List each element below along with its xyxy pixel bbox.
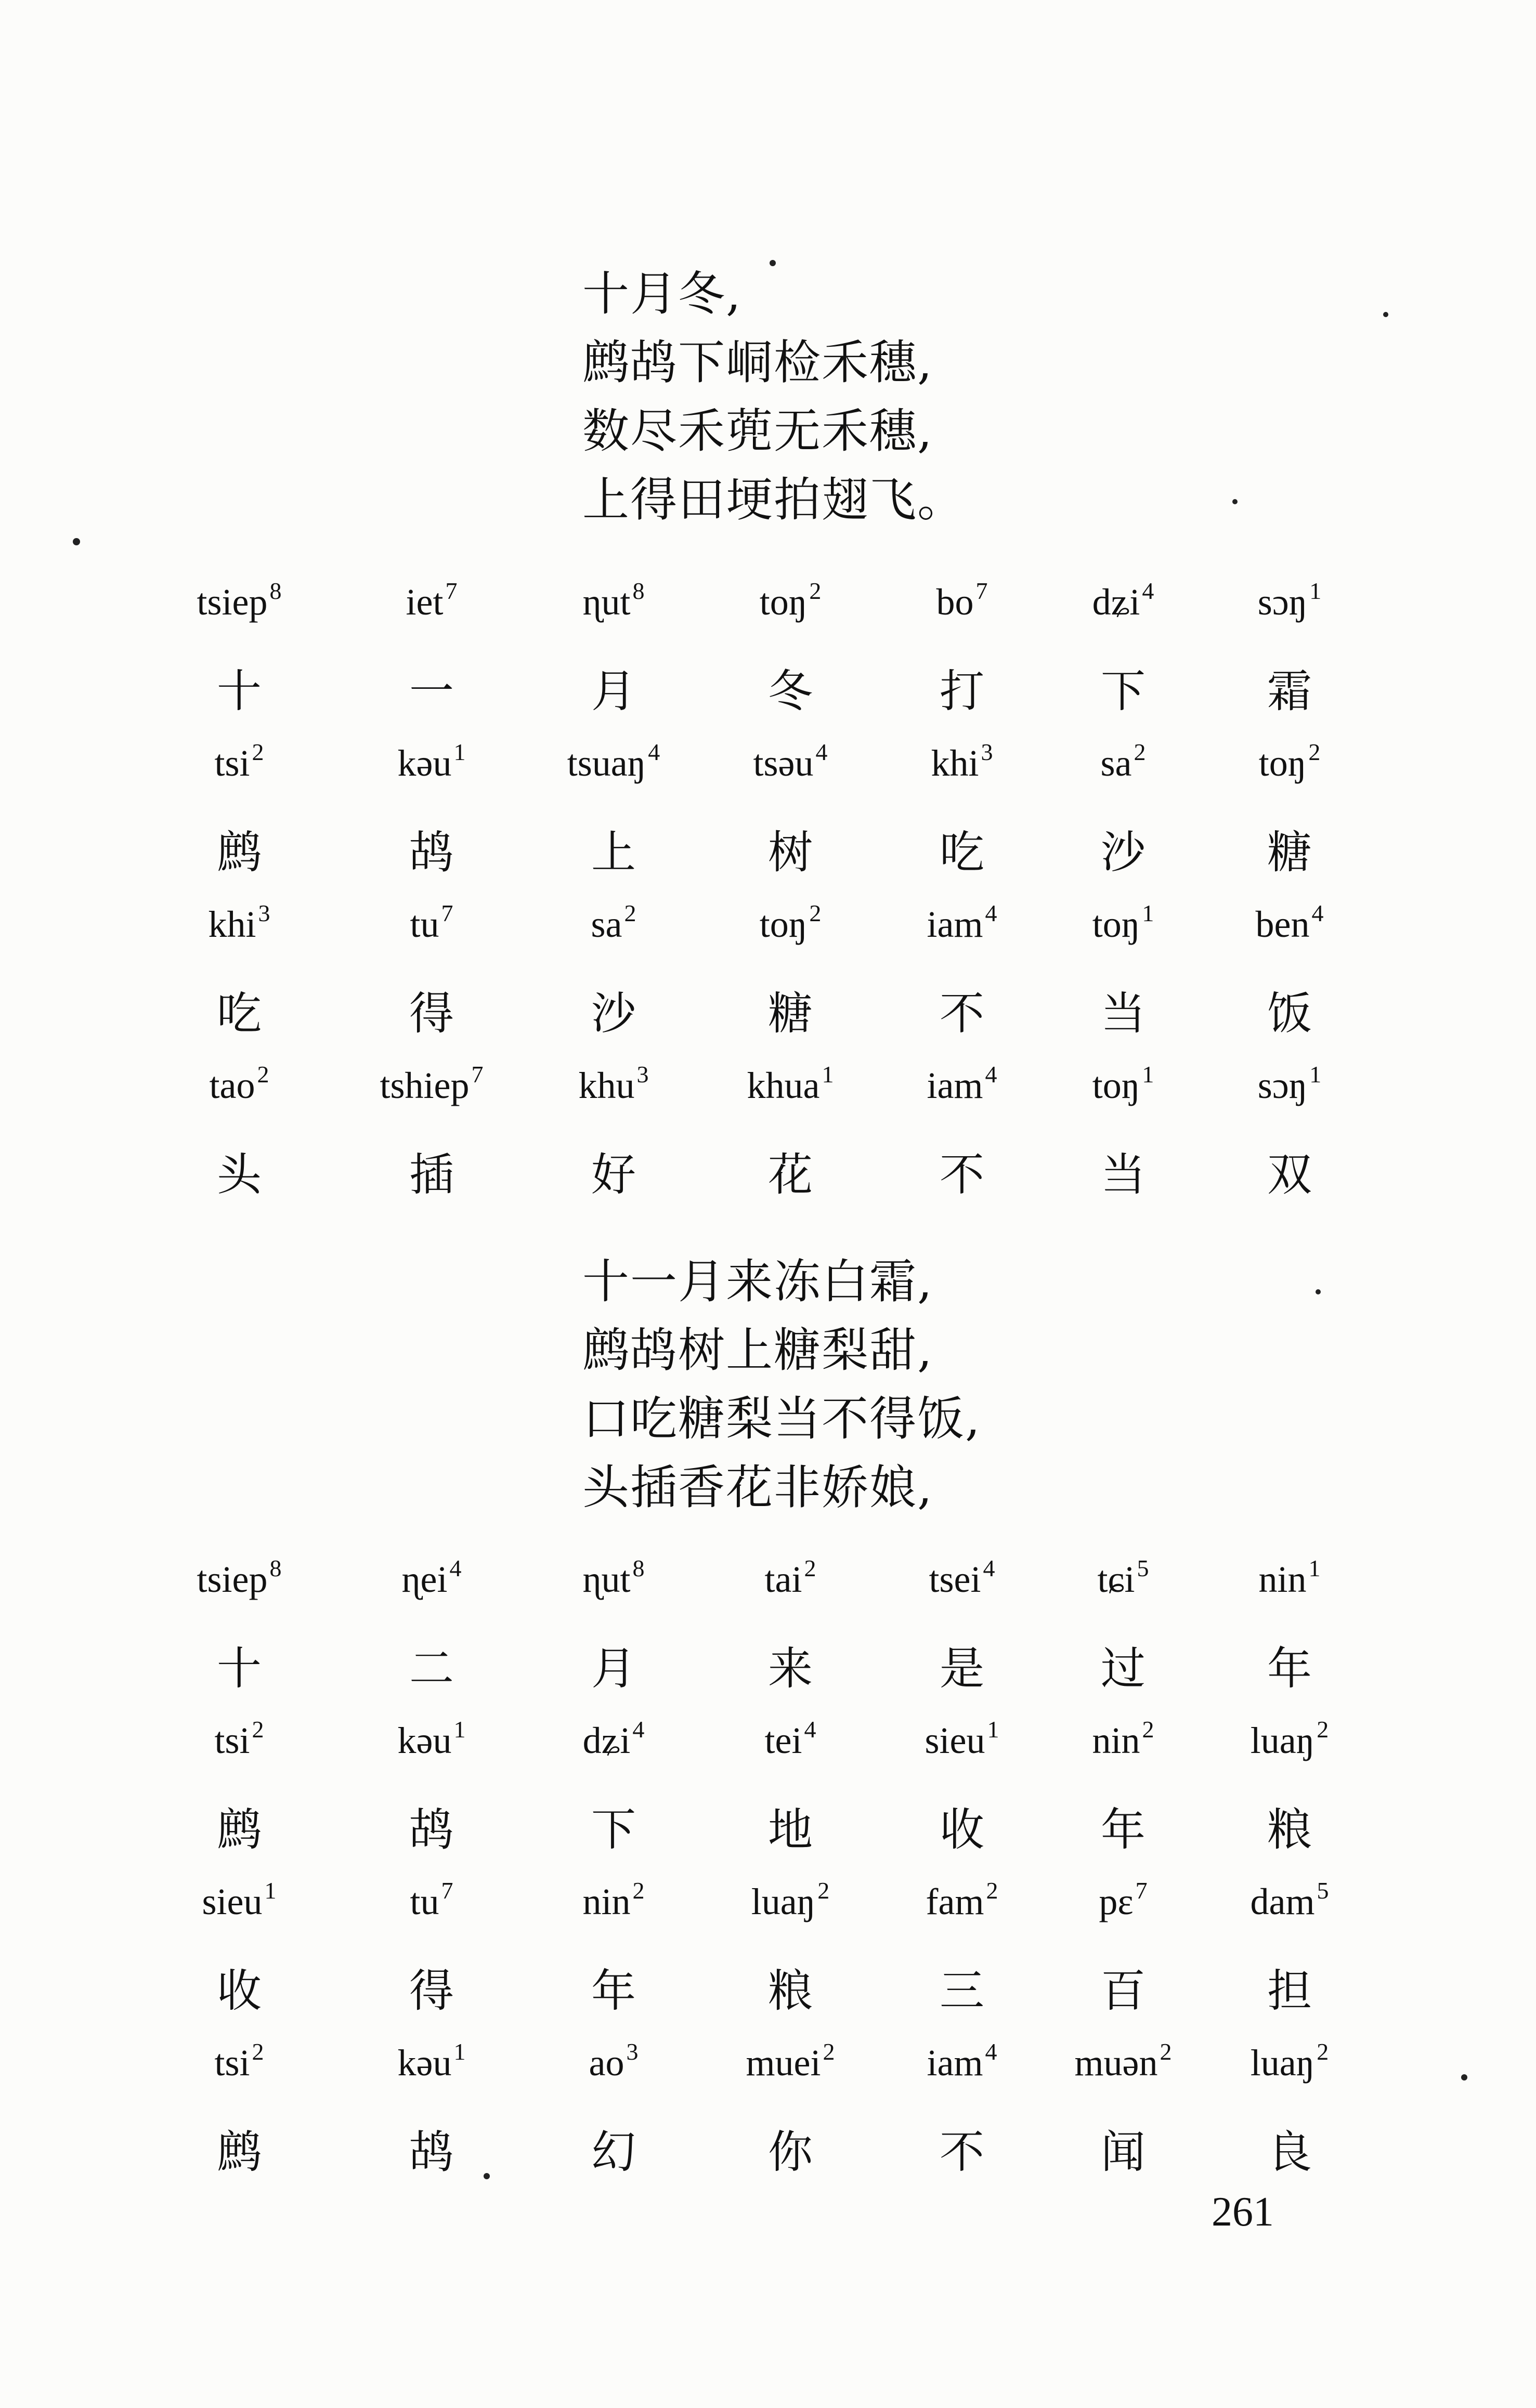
character: 双: [1267, 1149, 1312, 1201]
syllable: [214, 738, 264, 785]
syllable-text: sa: [591, 904, 622, 945]
syllable: [214, 1716, 264, 1762]
romanization-row: [0, 1554, 1536, 1632]
syllable-text: dʑi: [582, 1720, 631, 1761]
syllable-text: bo: [936, 581, 974, 623]
syllable: [214, 2038, 264, 2085]
tone-number: 1: [264, 1877, 277, 1904]
tone-number: 3: [258, 900, 270, 926]
syllable: [1256, 899, 1324, 946]
scan-speck: [1232, 499, 1238, 504]
interlinear-gloss-1: [0, 577, 1536, 1222]
character: 沙: [1101, 827, 1146, 879]
syllable-text: toŋ: [1092, 904, 1140, 945]
syllable-text: tsi: [214, 2042, 250, 2084]
syllable-text: sa: [1100, 742, 1132, 784]
syllable: [765, 1716, 816, 1762]
scan-speck: [73, 538, 80, 545]
character: 地: [768, 1804, 813, 1856]
syllable-text: ao: [589, 2042, 624, 2084]
character: 打: [940, 665, 984, 717]
syllable: [927, 899, 997, 946]
syllable: [398, 738, 466, 785]
character: 鹧: [217, 1804, 262, 1856]
tone-number: 1: [1309, 1061, 1322, 1088]
character: 是: [940, 1643, 984, 1695]
tone-number: 4: [1142, 578, 1154, 604]
tone-number: 2: [1142, 1716, 1154, 1743]
syllable-text: kəu: [397, 1720, 452, 1761]
tone-number: 1: [453, 2038, 466, 2065]
syllable-text: ɳut: [582, 1559, 631, 1600]
character: 下: [1101, 665, 1146, 717]
verse-line: 十一月来冻白霜,: [582, 1254, 933, 1309]
syllable: [931, 738, 993, 785]
syllable-text: tsiep: [197, 581, 268, 623]
syllable: [1092, 1061, 1154, 1107]
syllable-text: tu: [410, 904, 439, 945]
tone-number: 2: [1308, 739, 1321, 765]
verse-line: 数尽禾蔸无禾穗,: [582, 404, 933, 459]
syllable: [747, 1061, 834, 1107]
syllable: [197, 577, 282, 624]
character: 得: [409, 988, 454, 1040]
syllable-text: fam: [926, 1881, 984, 1922]
syllable-text: tsi: [214, 1720, 250, 1761]
stanza-2: [582, 1248, 981, 1522]
tone-number: 8: [269, 578, 282, 604]
page-number: 261: [1212, 2189, 1274, 2235]
syllable-text: khu: [578, 1065, 635, 1106]
syllable: [1258, 1554, 1320, 1601]
syllable-text: kəu: [397, 742, 452, 784]
tone-number: 7: [445, 578, 458, 604]
tone-number: 2: [624, 900, 636, 926]
syllable: [1075, 2038, 1172, 2085]
syllable: [589, 2038, 639, 2085]
syllable: [927, 1061, 997, 1107]
syllable: [765, 1554, 816, 1601]
syllable: [1099, 1877, 1147, 1923]
syllable: [1098, 1554, 1149, 1601]
character: 得: [409, 1965, 454, 2017]
syllable: [927, 2038, 997, 2085]
tone-number: 1: [987, 1716, 999, 1743]
syllable: [925, 1716, 999, 1762]
syllable-text: tu: [410, 1881, 439, 1922]
romanization-row: [0, 2038, 1536, 2116]
tone-number: 2: [823, 2038, 835, 2065]
character: 收: [940, 1804, 984, 1856]
character: 当: [1101, 988, 1146, 1040]
syllable-text: kəu: [397, 2042, 452, 2084]
verse-line: 鹧鸪下峒检禾穗,: [582, 335, 933, 390]
syllable: [1251, 1716, 1329, 1762]
character: 鸪: [409, 1804, 454, 1856]
verse-line: 鹧鸪树上糖梨甜,: [582, 1323, 933, 1378]
syllable: [582, 577, 644, 624]
syllable-text: iam: [927, 2042, 983, 2084]
syllable-text: tai: [764, 1559, 802, 1600]
character: 一: [409, 665, 454, 717]
syllable-text: dam: [1250, 1881, 1315, 1922]
syllable: [1258, 1061, 1322, 1107]
character: 幻: [591, 2126, 636, 2178]
syllable-text: ɳei: [401, 1559, 448, 1600]
syllable: [583, 1716, 645, 1762]
tone-number: 7: [975, 578, 988, 604]
tone-number: 4: [815, 739, 828, 765]
syllable-text: tsiep: [197, 1559, 268, 1600]
tone-number: 2: [986, 1877, 998, 1904]
tone-number: 2: [1317, 2038, 1329, 2065]
stanza-1: [582, 260, 965, 534]
tone-number: 2: [252, 1716, 264, 1743]
syllable: [410, 899, 453, 946]
syllable: [398, 2038, 466, 2085]
romanization-row: [0, 1716, 1536, 1794]
tone-number: 3: [636, 1061, 649, 1088]
character: 头: [217, 1149, 262, 1201]
romanization-row: [0, 1877, 1536, 1955]
tone-number: 1: [1308, 1555, 1321, 1581]
syllable: [1092, 1716, 1154, 1762]
tone-number: 2: [817, 1877, 830, 1904]
character: 糖: [768, 988, 813, 1040]
character-row: [0, 1955, 1536, 2038]
syllable: [936, 577, 988, 624]
character: 上: [591, 827, 636, 879]
romanization-row: [0, 1061, 1536, 1138]
syllable-text: tshiep: [380, 1065, 470, 1106]
syllable-text: iam: [927, 1065, 983, 1106]
character: 担: [1267, 1965, 1312, 2017]
syllable: [760, 899, 822, 946]
syllable: [1259, 738, 1321, 785]
character: 二: [409, 1643, 454, 1695]
syllable-text: sɔŋ: [1257, 1065, 1308, 1106]
syllable-text: pɛ: [1099, 1881, 1134, 1922]
character: 过: [1101, 1643, 1146, 1695]
character: 不: [940, 2126, 984, 2178]
syllable-text: tsi: [214, 742, 250, 784]
syllable: [926, 1877, 998, 1923]
character: 年: [1267, 1643, 1312, 1695]
character-row: [0, 977, 1536, 1061]
verse-line: 头插香花非娇娘,: [582, 1460, 933, 1515]
character: 不: [940, 988, 984, 1040]
character: 吃: [940, 827, 984, 879]
syllable-text: dʑi: [1092, 581, 1140, 623]
tone-number: 4: [985, 1061, 997, 1088]
syllable: [567, 738, 660, 785]
syllable-text: nin: [1258, 1559, 1307, 1600]
scan-speck: [1316, 1289, 1321, 1294]
character: 十: [217, 1643, 262, 1695]
romanization-row: [0, 899, 1536, 977]
tone-number: 2: [632, 1877, 645, 1904]
syllable: [410, 1877, 453, 1923]
character: 鹧: [217, 2126, 262, 2178]
tone-number: 1: [453, 739, 466, 765]
tone-number: 4: [804, 1716, 816, 1743]
tone-number: 2: [252, 739, 264, 765]
character: 吃: [217, 988, 262, 1040]
character-row: [0, 816, 1536, 899]
syllable: [751, 1877, 830, 1923]
tone-number: 5: [1317, 1877, 1329, 1904]
character: 良: [1267, 2126, 1312, 2178]
character: 闻: [1101, 2126, 1146, 2178]
tone-number: 3: [981, 739, 993, 765]
verse-line: 上得田埂拍翅飞。: [582, 473, 965, 527]
syllable-text: ɳut: [582, 581, 631, 623]
character-row: [0, 2116, 1536, 2199]
syllable: [746, 2038, 835, 2085]
tone-number: 2: [252, 2038, 264, 2065]
tone-number: 1: [1309, 578, 1322, 604]
character: 粮: [768, 1965, 813, 2017]
character: 下: [591, 1804, 636, 1856]
syllable-text: tao: [209, 1065, 255, 1106]
syllable-text: tɕi: [1097, 1559, 1135, 1600]
tone-number: 3: [626, 2038, 639, 2065]
syllable: [1092, 899, 1154, 946]
syllable-text: iet: [406, 581, 444, 623]
character-row: [0, 1632, 1536, 1716]
character: 月: [591, 1643, 636, 1695]
syllable-text: khi: [208, 904, 256, 945]
character: 年: [591, 1965, 636, 2017]
syllable-text: khi: [931, 742, 979, 784]
character: 花: [768, 1149, 813, 1201]
syllable: [1101, 738, 1146, 785]
character: 沙: [591, 988, 636, 1040]
character: 糖: [1267, 827, 1312, 879]
character: 收: [217, 1965, 262, 2017]
tone-number: 2: [809, 900, 822, 926]
syllable-text: sieu: [202, 1881, 263, 1922]
syllable-text: tsei: [929, 1559, 981, 1600]
syllable-text: khua: [747, 1065, 820, 1106]
syllable-text: luaŋ: [1250, 1720, 1315, 1761]
character: 月: [591, 665, 636, 717]
syllable-text: luaŋ: [1250, 2042, 1315, 2084]
tone-number: 2: [257, 1061, 269, 1088]
syllable: [380, 1061, 484, 1107]
character: 年: [1101, 1804, 1146, 1856]
character: 不: [940, 1149, 984, 1201]
tone-number: 4: [632, 1716, 645, 1743]
character: 冬: [768, 665, 813, 717]
syllable-text: tsəu: [753, 742, 814, 784]
character: 插: [409, 1149, 454, 1201]
tone-number: 4: [449, 1555, 462, 1581]
tone-number: 7: [441, 900, 453, 926]
syllable: [753, 738, 828, 785]
syllable: [929, 1554, 995, 1601]
character-row: [0, 1794, 1536, 1877]
character: 百: [1101, 1965, 1146, 2017]
syllable: [210, 1061, 269, 1107]
syllable: [582, 1877, 644, 1923]
tone-number: 1: [1142, 1061, 1154, 1088]
tone-number: 8: [269, 1555, 282, 1581]
syllable: [1251, 2038, 1329, 2085]
tone-number: 8: [632, 578, 645, 604]
character-row: [0, 1138, 1536, 1222]
tone-number: 4: [648, 739, 660, 765]
tone-number: 8: [632, 1555, 645, 1581]
syllable-text: muei: [746, 2042, 821, 2084]
syllable: [208, 899, 270, 946]
tone-number: 7: [441, 1877, 453, 1904]
romanization-row: [0, 577, 1536, 655]
tone-number: 2: [804, 1555, 816, 1581]
romanization-row: [0, 738, 1536, 816]
syllable: [591, 899, 636, 946]
syllable-text: ben: [1255, 904, 1310, 945]
character: 饭: [1267, 988, 1312, 1040]
tone-number: 5: [1137, 1555, 1149, 1581]
interlinear-gloss-2: [0, 1554, 1536, 2199]
syllable: [1092, 577, 1154, 624]
syllable: [402, 1554, 462, 1601]
syllable: [398, 1716, 466, 1762]
syllable-text: tei: [764, 1720, 802, 1761]
character: 鸪: [409, 2126, 454, 2178]
character: 来: [768, 1643, 813, 1695]
syllable-text: sieu: [925, 1720, 985, 1761]
syllable: [202, 1877, 277, 1923]
tone-number: 1: [453, 1716, 466, 1743]
character: 好: [591, 1149, 636, 1201]
character: 当: [1101, 1149, 1146, 1201]
syllable: [582, 1554, 644, 1601]
syllable-text: tsuaŋ: [567, 742, 646, 784]
tone-number: 4: [983, 1555, 995, 1581]
tone-number: 1: [822, 1061, 834, 1088]
tone-number: 4: [985, 2038, 997, 2065]
syllable: [1251, 1877, 1329, 1923]
tone-number: 2: [1134, 739, 1146, 765]
tone-number: 2: [809, 578, 822, 604]
syllable-text: nin: [1092, 1720, 1140, 1761]
syllable-text: toŋ: [759, 581, 808, 623]
verse-line: 十月冬,: [582, 267, 742, 321]
character: 树: [768, 827, 813, 879]
syllable: [1258, 577, 1322, 624]
syllable-text: sɔŋ: [1257, 581, 1308, 623]
character: 鹧: [217, 827, 262, 879]
character: 你: [768, 2126, 813, 2178]
character: 霜: [1267, 665, 1312, 717]
syllable-text: muən: [1074, 2042, 1158, 2084]
syllable-text: toŋ: [759, 904, 808, 945]
tone-number: 2: [1317, 1716, 1329, 1743]
tone-number: 7: [1135, 1877, 1148, 1904]
character: 十: [217, 665, 262, 717]
tone-number: 4: [985, 900, 997, 926]
syllable: [197, 1554, 282, 1601]
syllable: [406, 577, 458, 624]
syllable-text: luaŋ: [751, 1881, 816, 1922]
syllable-text: toŋ: [1092, 1065, 1140, 1106]
syllable-text: toŋ: [1258, 742, 1307, 784]
verse-line: 口吃糖梨当不得饭,: [582, 1392, 981, 1446]
scan-speck: [1383, 312, 1388, 317]
syllable: [760, 577, 822, 624]
syllable-text: iam: [927, 904, 983, 945]
syllable: [579, 1061, 649, 1107]
tone-number: 1: [1142, 900, 1154, 926]
character-row: [0, 655, 1536, 738]
tone-number: 7: [471, 1061, 484, 1088]
tone-number: 2: [1160, 2038, 1172, 2065]
character: 鸪: [409, 827, 454, 879]
character: 粮: [1267, 1804, 1312, 1856]
tone-number: 4: [1311, 900, 1324, 926]
character: 三: [940, 1965, 984, 2017]
syllable-text: nin: [582, 1881, 631, 1922]
